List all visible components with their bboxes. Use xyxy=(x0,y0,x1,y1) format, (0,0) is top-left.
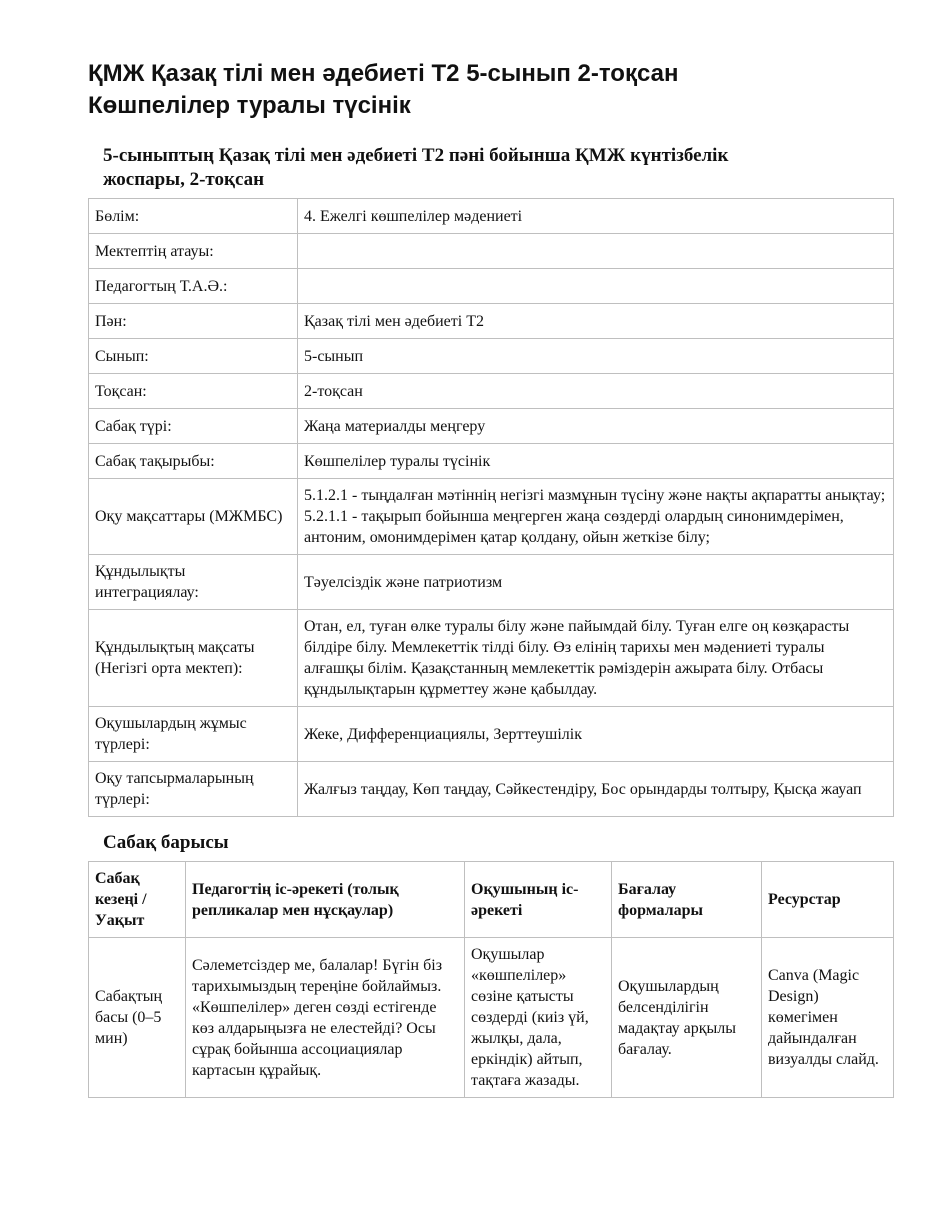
info-label: Тоқсан: xyxy=(89,374,298,409)
plan-heading-line1: 5-сыныптың Қазақ тілі мен әдебиеті Т2 пәні бойынша ҚМЖ күнтізбелік xyxy=(103,145,729,166)
info-label: Құндылықтың мақсаты (Негізгі орта мектеп): xyxy=(89,610,298,707)
info-row-grade xyxy=(89,339,894,374)
info-label: Мектептің атауы: xyxy=(89,234,298,269)
info-row-lesson-type xyxy=(89,409,894,444)
info-label: Оқу тапсырмаларының түрлері: xyxy=(89,762,298,817)
info-row-value-goal xyxy=(89,610,894,707)
header-teacher-activity: Педагогтің іс-әрекеті (толық репликалар мен нұсқаулар) xyxy=(186,862,465,938)
cell-resources: Canva (Magic Design) көмегімен дайындалған визуалды слайд. xyxy=(762,938,894,1098)
plan-heading xyxy=(103,144,893,192)
info-value: 2-тоқсан xyxy=(298,374,894,409)
info-label: Сынып: xyxy=(89,339,298,374)
lesson-info-table xyxy=(88,198,894,817)
info-row-value-integration xyxy=(89,555,894,610)
page-title-line1: ҚМЖ Қазақ тілі мен әдебиеті Т2 5-сынып 2-тоқсан xyxy=(88,60,679,87)
info-label: Бөлім: xyxy=(89,199,298,234)
info-value: 4. Ежелгі көшпелілер мәдениеті xyxy=(298,199,894,234)
info-value: Отан, ел, туған өлке туралы білу және пайымдай білу. Туған елге оң көзқарасты білдіре білу. Мемлекеттік тілді білу. Өз елінің тарихы мен мәдениеті туралы алғашқы білім. Қазақстанның мемлекеттік рәміздерін ажырата білу. Отбасы құндылықтарын құрметтеу және қабылдау. xyxy=(298,610,894,707)
page-title-line2: Көшпелілер туралы түсінік xyxy=(88,92,411,119)
info-value: Жаңа материалды меңгеру xyxy=(298,409,894,444)
plan-heading-line2: жоспары, 2-тоқсан xyxy=(103,169,265,190)
info-row-task-types xyxy=(89,762,894,817)
lesson-progress-table xyxy=(88,861,894,1098)
info-label: Оқу мақсаттары (МЖМБС) xyxy=(89,479,298,555)
header-assessment: Бағалау формалары xyxy=(612,862,762,938)
info-label: Педагогтың Т.А.Ә.: xyxy=(89,269,298,304)
info-row-lesson-topic xyxy=(89,444,894,479)
info-value: Тәуелсіздік және патриотизм xyxy=(298,555,894,610)
info-value: Қазақ тілі мен әдебиеті Т2 xyxy=(298,304,894,339)
info-value: Жалғыз таңдау, Көп таңдау, Сәйкестендіру, Бос орындарды толтыру, Қысқа жауап xyxy=(298,762,894,817)
info-row-quarter xyxy=(89,374,894,409)
header-stage-time: Сабақ кезеңі / Уақыт xyxy=(89,862,186,938)
lesson-row xyxy=(89,938,894,1098)
info-row-learning-objectives xyxy=(89,479,894,555)
info-value: 5-сынып xyxy=(298,339,894,374)
info-value: Көшпелілер туралы түсінік xyxy=(298,444,894,479)
info-row-section xyxy=(89,199,894,234)
lesson-header-row xyxy=(89,862,894,938)
header-resources: Ресурстар xyxy=(762,862,894,938)
cell-stage-time: Сабақтың басы (0–5 мин) xyxy=(89,938,186,1098)
cell-teacher-activity: Сәлеметсіздер ме, балалар! Бүгін біз тарихымыздың тереңіне бойлаймыз. «Көшпелілер» деген сөзді естігенде көз алдарыңызға не елестейді? Осы сұрақ бойынша ассоциациялар картасын құрайық. xyxy=(186,938,465,1098)
info-row-school xyxy=(89,234,894,269)
info-label: Сабақ түрі: xyxy=(89,409,298,444)
document-page xyxy=(88,58,893,1098)
lesson-progress-heading: Сабақ барысы xyxy=(103,832,229,853)
info-row-subject xyxy=(89,304,894,339)
cell-student-activity: Оқушылар «көшпелілер» сөзіне қатысты сөздерді (киіз үй, жылқы, дала, еркіндік) айтып, тақтаға жазады. xyxy=(465,938,612,1098)
info-value: Жеке, Дифференциациялы, Зерттеушілік xyxy=(298,707,894,762)
header-student-activity: Оқушының іс-әрекеті xyxy=(465,862,612,938)
info-value xyxy=(298,234,894,269)
info-label: Құндылықты интеграциялау: xyxy=(89,555,298,610)
info-label: Оқушылардың жұмыс түрлері: xyxy=(89,707,298,762)
page-title xyxy=(88,58,893,122)
info-row-work-types xyxy=(89,707,894,762)
info-value: 5.1.2.1 - тыңдалған мәтіннің негізгі мазмұнын түсіну және нақты ақпаратты анықтау; 5.2.1.1 - тақырып бойынша меңгерген жаңа сөздерді олардың синонимдерімен, антоним, омонимдерімен қатар қолдану, ойын жеткізе білу; xyxy=(298,479,894,555)
info-label: Пән: xyxy=(89,304,298,339)
info-label: Сабақ тақырыбы: xyxy=(89,444,298,479)
cell-assessment: Оқушылардың белсенділігін мадақтау арқылы бағалау. xyxy=(612,938,762,1098)
info-value xyxy=(298,269,894,304)
info-row-teacher xyxy=(89,269,894,304)
